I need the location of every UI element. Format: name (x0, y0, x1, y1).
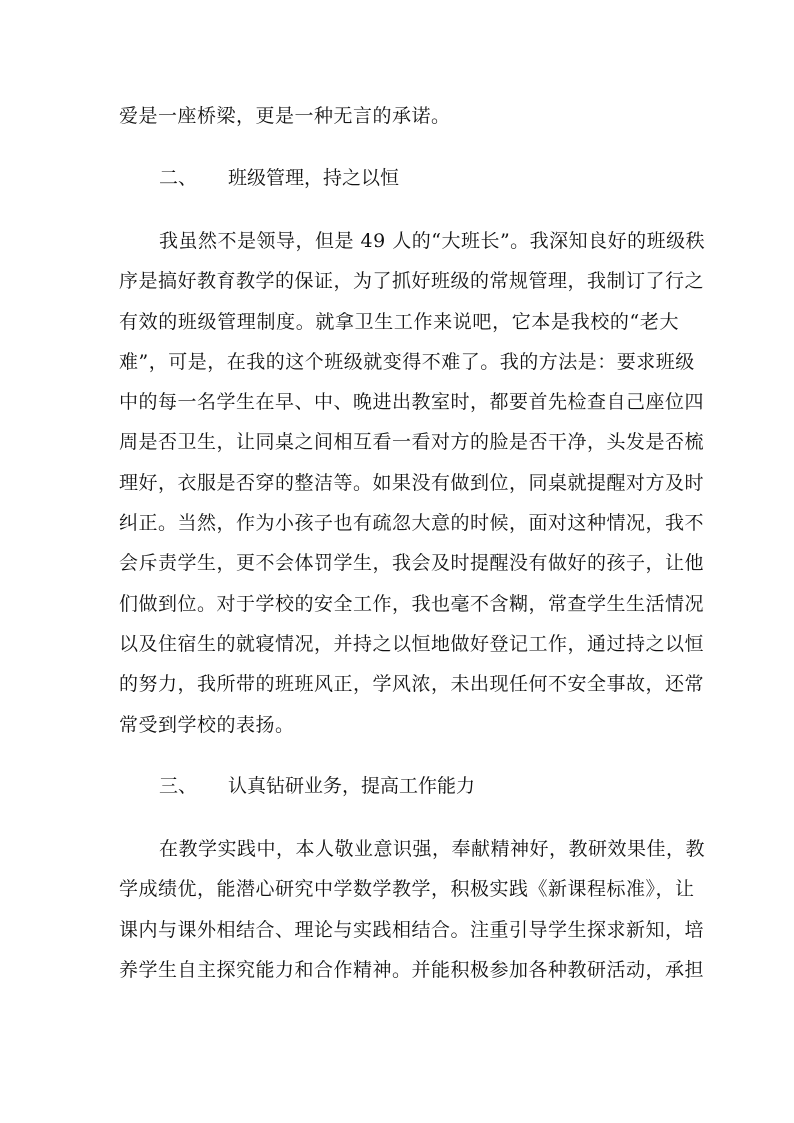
paragraph-line: 在教学实践中，本人敬业意识强，奉献精神好，教研效果佳，教 (159, 838, 706, 860)
section-heading-2 (159, 166, 399, 190)
paragraph-line: 会斥责学生，更不会体罚学生，我会及时提醒没有做好的孩子，让他 (119, 552, 705, 574)
paragraph-line: 课内与课外相结合、理论与实践相结合。注重引导学生探求新知，培 (119, 919, 705, 941)
paragraph-line: 周是否卫生，让同桌之间相互看一看对方的脸是否干净，头发是否梳 (119, 431, 705, 453)
paragraph-line: 中的每一名学生在早、中、晚进出教室时，都要首先检查自己座位四 (119, 391, 705, 413)
paragraph-line: 常受到学校的表扬。 (119, 714, 295, 736)
paragraph-line: 理好，衣服是否穿的整洁等。如果没有做到位，同桌就提醒对方及时 (119, 472, 705, 494)
paragraph-line: 难”，可是，在我的这个班级就变得不难了。我的方法是：要求班级 (119, 351, 695, 373)
paragraph-line: 养学生自主探究能力和合作精神。并能积极参加各种教研活动，承担 (119, 959, 705, 981)
intro-line: 爱是一座桥梁，更是一种无言的承诺。 (119, 105, 451, 127)
paragraph-line: 纠正。当然，作为小孩子也有疏忽大意的时候，面对这种情况，我不 (119, 512, 705, 534)
paragraph-line: 的努力，我所带的班班风正，学风浓，未出现任何不安全事故，还常 (119, 673, 705, 695)
paragraph-line: 们做到位。对于学校的安全工作，我也毫不含糊，常查学生生活情况 (119, 593, 705, 615)
paragraph-line: 有效的班级管理制度。就拿卫生工作来说吧，它本是我校的“老大 (119, 311, 679, 333)
paragraph-line: 以及住宿生的就寝情况，并持之以恒地做好登记工作，通过持之以恒 (119, 633, 705, 655)
section-title: 班级管理，持之以恒 (228, 167, 400, 189)
paragraph-line: 学成绩优，能潜心研究中学数学教学，积极实践《新课程标准》，让 (119, 878, 695, 900)
paragraph-line: 我虽然不是领导，但是 49 人的“大班长”。我深知良好的班级秩 (159, 230, 706, 252)
section-number: 三、 (159, 775, 198, 797)
section-number: 二、 (159, 167, 198, 189)
section-heading-3 (159, 774, 475, 798)
paragraph-line: 序是搞好教育教学的保证，为了抓好班级的常规管理，我制订了行之 (119, 270, 705, 292)
section-title: 认真钻研业务，提高工作能力 (228, 775, 476, 797)
